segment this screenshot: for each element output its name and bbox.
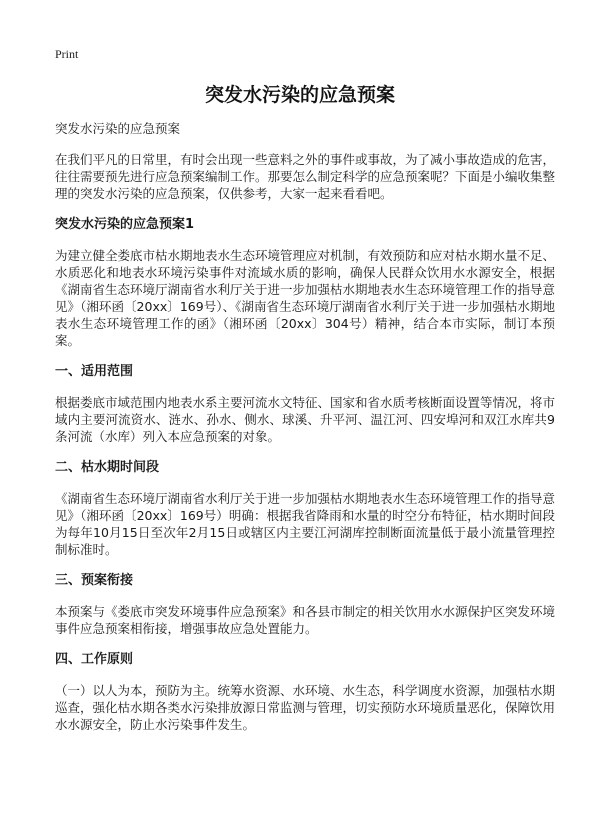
- section-heading-plan-linkage: 三、预案衔接: [55, 573, 134, 588]
- section-body-plan-1: 为建立健全娄底市枯水期地表水生态环境管理应对机制，有效预防和应对枯水期水量不足、水质恶化和地表水环境污染事件对流域水质的影响，确保人民群众饮用水水源安全，根据《湖南省生态环境厅湖南省水利厅关于进一步加强枯水期地表水生态环境管理工作的指导意见》（湘环函〔20xx〕169号）、《湖南省生态环境厅湖南省水利厅关于进一步加强枯水期地表水生态环境管理工作的函》（湘环函〔20xx〕304号）精神，结合本市实际，制订本预案。: [55, 248, 556, 348]
- section-heading-dry-season: 二、枯水期时间段: [55, 460, 160, 475]
- section-body-plan-linkage: 本预案与《娄底市突发环境事件应急预案》和各县市制定的相关饮用水水源保护区突发环境事件应急预案相衔接，增强事故应急处置能力。: [55, 604, 556, 636]
- intro-paragraph: 在我们平凡的日常里，有时会出现一些意料之外的事件或事故，为了减小事故造成的危害，往往需要预先进行应急预案编制工作。那要怎么制定科学的应急预案呢？下面是小编收集整理的突发水污染的应急预案，仅供参考，大家一起来看看吧。: [55, 152, 556, 201]
- document-title: 突发水污染的应急预案: [204, 84, 395, 106]
- print-link[interactable]: Print: [55, 47, 79, 61]
- section-heading-scope: 一、适用范围: [55, 364, 134, 379]
- section-heading-plan-1: 突发水污染的应急预案1: [55, 217, 195, 232]
- section-body-dry-season: 《湖南省生态环境厅湖南省水利厅关于进一步加强枯水期地表水生态环境管理工作的指导意见》（湘环函〔20xx〕169号）明确：根据我省降雨和水量的时空分布特征，枯水期时间段为每年10月15日至次年2月15日或辖区内主要江河湖库控制断面流量低于最小流量管理控制标准时。: [55, 491, 556, 557]
- section-body-scope: 根据娄底市域范围内地表水系主要河流水文特征、国家和省水质考核断面设置等情况，将市域内主要河流资水、涟水、孙水、侧水、球溪、升平河、温江河、四安埠河和双江水库共9条河流（水库）列入本应急预案的对象。: [55, 395, 556, 444]
- section-body-principles: （一）以人为本，预防为主。统筹水资源、水环境、水生态，科学调度水资源，加强枯水期巡查，强化枯水期各类水污染排放源日常监测与管理，切实预防水环境质量恶化，保障饮用水水源安全，防止水污染事件发生。: [55, 683, 556, 732]
- document-subtitle: 突发水污染的应急预案: [55, 121, 181, 136]
- section-heading-principles: 四、工作原则: [55, 652, 134, 667]
- document-body: [55, 120, 555, 747]
